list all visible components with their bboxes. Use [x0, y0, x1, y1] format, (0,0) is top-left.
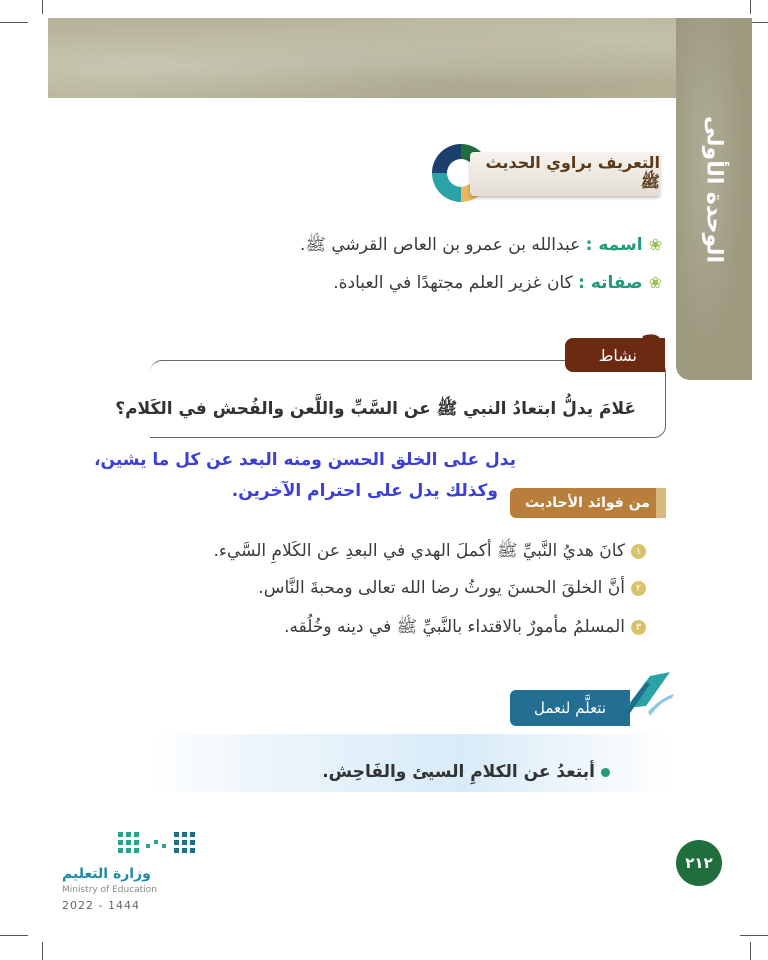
title-box — [470, 152, 660, 196]
ministry-name-english: Ministry of Education — [62, 885, 157, 895]
open-book-icon — [620, 668, 676, 722]
benefits-tag — [510, 488, 665, 518]
traits-label: صفاته : — [578, 273, 643, 293]
ministry-logo-icon — [116, 830, 200, 862]
benefits-tag-accent — [656, 488, 666, 518]
crop-mark — [42, 0, 43, 14]
benefit-item — [258, 578, 646, 598]
learn-point — [322, 762, 610, 782]
flower-bullet-icon: ❀ — [648, 273, 662, 292]
crop-mark — [42, 942, 43, 960]
activity-answer-line2: وكذلك يدل على احترام الآخرين. — [231, 481, 498, 501]
crop-mark — [750, 0, 751, 14]
learn-tag — [510, 690, 630, 726]
benefit-item — [284, 616, 646, 641]
crop-mark — [0, 935, 28, 936]
learn-tag-label: نتعلَّم لنعمل — [533, 699, 607, 717]
unit-label: الوحدة الأولى — [701, 116, 727, 264]
narrator-name-line — [300, 234, 662, 259]
name-value: عبدالله بن عمرو بن العاص القرشي ﷺ. — [299, 235, 581, 255]
benefits-tag-label: من فوائد الأحاديث — [525, 495, 650, 511]
crop-mark — [740, 935, 768, 936]
narrator-traits-line — [333, 273, 662, 293]
question-mark-icon: ? — [640, 328, 664, 374]
benefit-text: أنَّ الخلقَ الحسنَ يورثُ رضا الله تعالى ومحبةَ النَّاس. — [258, 578, 625, 598]
bullet-dot-icon — [601, 768, 610, 777]
benefit-number: ١ — [631, 544, 646, 559]
benefit-text: المسلمُ مأمورٌ بالاقتداء بالنَّبيِّ ﷺ في دينه وخُلُقه. — [284, 617, 625, 637]
benefit-number: ٣ — [631, 620, 646, 635]
ministry-year: 2022 - 1444 — [62, 899, 140, 912]
benefit-item — [214, 540, 646, 565]
activity-tag-label: نشاط — [598, 345, 637, 365]
page-number: ٢١٢ — [676, 840, 722, 886]
ministry-name-arabic: وزارة التعليم — [62, 866, 151, 882]
benefit-number: ٢ — [631, 581, 646, 596]
flower-bullet-icon: ❀ — [648, 235, 662, 254]
section-title: التعريف براوي الحديث ﷺ — [485, 153, 660, 191]
name-label: اسمه : — [585, 235, 643, 255]
benefit-text: كانَ هديُ النَّبيِّ ﷺ أكملَ الهدي في البعدِ عن الكَلامِ السَّيء. — [213, 541, 625, 561]
crop-mark — [750, 942, 751, 960]
activity-answer-line1: يدل على الخلق الحسن ومنه البعد عن كل ما يشين، — [94, 450, 516, 470]
crop-mark — [0, 22, 28, 23]
learn-point-text: أبتعدُ عن الكلامِ السيئ والفَاحِش. — [322, 762, 595, 782]
header-band — [48, 18, 752, 98]
traits-value: كان غزير العلم مجتهدًا في العبادة. — [333, 273, 573, 293]
narrator-title-badge — [430, 142, 660, 204]
activity-question: عَلامَ يدلُّ ابتعادُ النبي ﷺ عن السَّبِّ واللَّعن والفُحش في الكَلام؟ — [115, 399, 636, 419]
